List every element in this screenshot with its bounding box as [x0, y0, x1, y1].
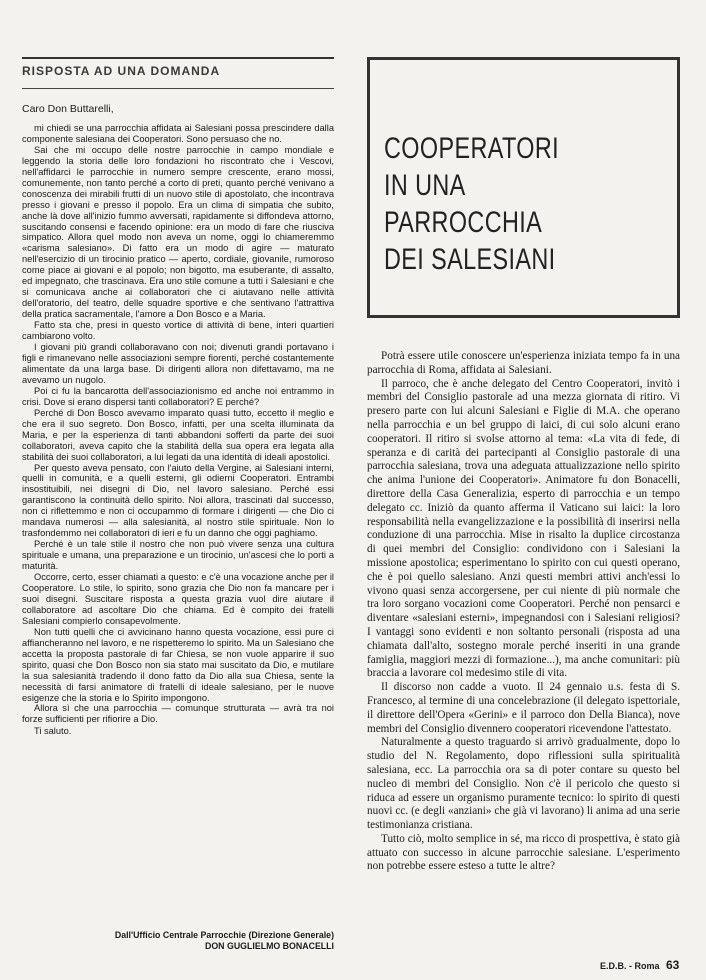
salutation: Caro Don Buttarelli,	[22, 104, 114, 115]
article-paragraph: Il discorso non cadde a vuoto. Il 24 gennaio u.s. festa di S. Francesco, al termine di una concelebrazione (il delegato ispettoriale, il direttore dell'Opera «Gerini» e il parroco don Della Bianca), nove membri del Consiglio divennero cooperatori ricevendone l'attestato.	[367, 681, 680, 735]
title-line: COOPERATORI	[384, 132, 560, 165]
signature-name: DON GUGLIELMO BONACELLI	[204, 941, 334, 951]
page-footer	[0, 958, 706, 978]
article-paragraph: Tutto ciò, molto semplice in sé, ma ricco di prospettiva, è stato già attuato con successo in alcune parrocchie salesiane. L'esperimento non potrebbe essere esteso a tutte le altre?	[367, 832, 680, 873]
title-line: IN UNA	[384, 169, 466, 202]
letter-closing: Ti saluto.	[34, 726, 72, 737]
letter-paragraph: Sai che mi occupo delle nostre parrocchie in campo mondiale e leggendo la storia delle loro fondazioni ho riscontrato che i Vescovi, nell'affidarci le parrocchie in numero sempre crescente, erano mossi, comunemente, non tanto perché a corto di preti, quanto perché venivano a conoscenza dei mirabili frutti di un nuovo stile di apostolato, che incontrava presso i giovani e presso il popolo. Era un clima di simpatia che subito, anche là dove all'inizio fummo avversati, rapidamente si diffondeva attorno, suscitando consensi e facendo opinione: era un modo di fare che riusciva simpatico. Allora quel modo non aveva un nome, oggi lo chiameremmo «carisma salesiano». Di fatto era un modo di agire — maturato nell'esercizio di un tirocinio pratico — aperto, cordiale, giovanile, rumoroso come piace ai giovani e al popolo; non bigotto, ma esuberante, di assalto, ed impegnato, che trascinava. Era uno stile comune a tutti i Salesiani e che si comunicava anche ai collaboratori che ci aiutavano nelle attività dell'oratorio, del teatro, delle squadre sportive e che sentivano l'attrattiva della pratica sacramentale, l'amore a Don Bosco e a Maria.	[22, 144, 334, 320]
letter-paragraph: Allora sì che una parrocchia — comunque strutturata — avrà tra noi forze sufficienti per rifiorire a Dio.	[22, 703, 334, 725]
letter-column	[22, 104, 334, 912]
article-paragraph: Naturalmente a questo traguardo si arrivò gradualmente, dopo lo studio del N. Regolamento, dopo riflessioni sulla spiritualità salesiana, ecc. La parrocchia ora sa di poter contare su questo bel nucleo di membri del Consiglio. Non c'è il pericolo che questo si riduca ad essere un organismo puramente tecnico: lo spirito di questi nuovi cc. (e degli «anziani» che già vi lavorano) li anima ad una serie testimonianza cristiana.	[367, 736, 680, 832]
article-title	[384, 130, 602, 278]
signature-office: Dall'Ufficio Centrale Parrocchie (Direzione Generale)	[114, 930, 334, 940]
publisher-label: E.D.B. - Roma	[600, 961, 660, 971]
header-rule-top	[22, 57, 334, 59]
letter-paragraph: Poi ci fu la bancarotta dell'associazionismo ed anche noi entrammo in crisi. Dove si erano dispersi tanti collaboratori? E perché?	[22, 385, 334, 407]
letter-paragraph: Occorre, certo, esser chiamati a questo: e c'è una vocazione anche per il Cooperatore. Lo stile, lo spirito, sono grazia che Dio non fa mancare per i suoi disegni. Suscitare risposta a questa grazia vuol dire aiutare il collaboratore ad ascoltare Dio che chiama. Ed è compito dei fratelli Salesiani compierlo consapevolmente.	[22, 572, 334, 626]
section-header: RISPOSTA AD UNA DOMANDA	[22, 64, 221, 78]
letter-paragraph: Perché di Don Bosco avevamo imparato quasi tutto, eccetto il meglio e che era il suo segreto. Don Bosco, infatti, per una scelta illuminata da Maria, e per la esperienza di tanti abbandoni sofferti da parte dei suoi collaboratori, aveva capito che la stabilità della sua opera era legata alla stabilità dei suoi collaboratori, a lui legati da una identità di ideali apostolici.	[22, 407, 334, 462]
header-rule-bottom	[22, 88, 334, 89]
letter-paragraph: Non tutti quelli che ci avvicinano hanno questa vocazione, essi pure ci affiancheranno nel lavoro, e ne rispetteremo lo spirito. Ma un Salesiano che accetta la proposta pastorale di far Chiesa, se non vuole apparire il suo spirito, quasi che Don Bosco non sia stato mai suscitato da Dio, e mutilare la sua salesianità tradendo il dono fatto da Dio alla sua Chiesa, sente la necessità di farsi animatore di fratelli di ideale salesiano, per le nuove esigenze che la storia e lo Spirito impongono.	[22, 626, 334, 703]
page-number: 63	[666, 958, 680, 972]
letter-paragraph: mi chiedi se una parrocchia affidata ai Salesiani possa prescindere dalla componente salesiana dei Cooperatori. Sono persuaso che no.	[22, 122, 334, 144]
title-line: PARROCCHIA	[384, 206, 543, 239]
letter-paragraph: Per questo aveva pensato, con l'aiuto della Vergine, ai Salesiani interni, quelli in comunità, e a quelli esterni, gli odierni Cooperatori. Entrambi insostituibili, nei disegni di Dio, nel lavoro salesiano. Perché essi garantiscono la continuità dello spirito. Noi allora, trascinati dal successo, non ci riflettemmo e non ci occupammo di formare i dirigenti — che Dio ci mandava numerosi — alla salesianità, al nostro stile spirituale. Non lo trasfondemmo nei collaboratori di ieri e fu un danno che oggi paghiamo.	[22, 462, 334, 539]
title-line: DEI SALESIANI	[384, 243, 556, 276]
article-title-box	[367, 57, 680, 318]
article-paragraph: Potrà essere utile conoscere un'esperienza iniziata tempo fa in una parrocchia di Roma, affidata ai Salesiani.	[367, 350, 680, 376]
letter-paragraph: Fatto sta che, presi in questo vortice di attività di bene, interi quartieri cambiarono volto.	[22, 320, 334, 342]
letter-paragraph: Perché è un tale stile il nostro che non può vivere senza una cultura spirituale e umana, una preparazione e un tirocinio, un'ascesi che lo porti a maturità.	[22, 539, 334, 572]
article-paragraph: Il parroco, che è anche delegato del Centro Cooperatori, invitò i membri del Consiglio pastorale ad una mezza giornata di ritiro. Vi presero parte con lui alcuni Salesiani e Figlie di M.A. che operano nella parrocchia e un bel gruppo di laici, di cui solo alcuni erano cooperatori. Il ritiro si svolse attorno al tema: «La vita di fede, di speranza e di carità dei partecipanti al Consiglio pastorale di una parrocchia salesiana, trova una adeguata attualizzazione nello spirito che anima l'unione dei Cooperatori». Animatore fu don Bonacelli, direttore della Casa Generalizia, esperto di parrocchia e un tempo delegato cc. Iniziò da quanto afferma il Vaticano sui laici: la loro responsabilità nella evangelizzazione e la possibilità di inserirsi nella conduzione di una parrocchia. Mise in risalto la duplice circostanza di quei membri del Consiglio: condividono con i Salesiani la missione apostolica; esperimentano lo spirito con cui questi operano, che è poi quello salesiano. Anzi questi membri attivi anch'essi lo vivono quasi senza accorgersene, per cui niente di più normale che tra loro sorgano vocazioni come Cooperatori. Perché non pensarci e diventare «salesiani esterni», impegnandosi con i Salesiani religiosi? I vantaggi sono evidenti e non soltanto personali (risposta ad una chiamata dall'alto, sostegno morale perché inseriti in una grande famiglia, maggiori mezzi di formazione...), ma anche comunitari: più braccia a lavorare col medesimo stile di vita.	[367, 377, 680, 680]
article-column	[367, 350, 680, 930]
letter-paragraph: I giovani più grandi collaboravano con noi; divenuti grandi portavano i figli e rimanevano nelle associazioni sempre fiorenti, perché costantemente alimentate da una larga base. Di dirigenti allora non difettavamo, ma ne avevamo un nugolo.	[22, 342, 334, 385]
signature	[22, 930, 334, 952]
